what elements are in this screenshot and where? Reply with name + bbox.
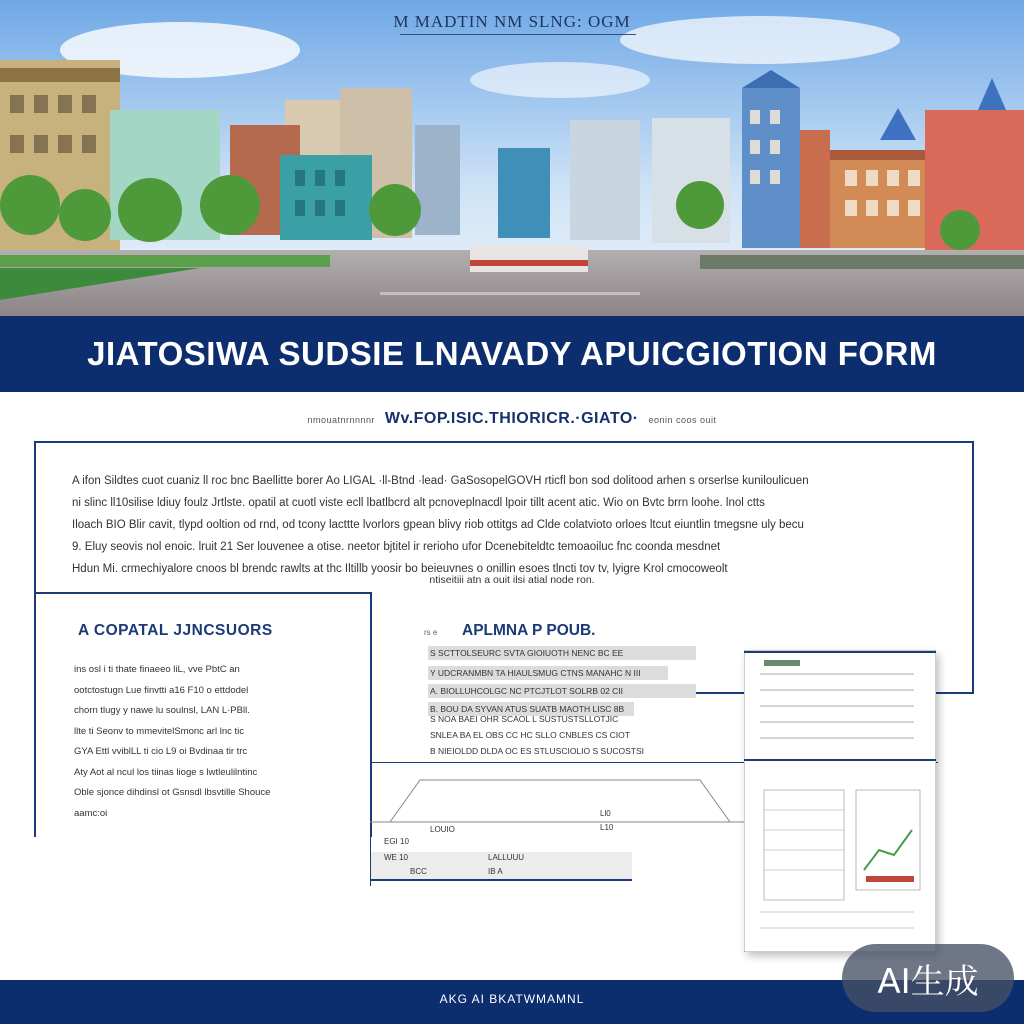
form-title-banner: [0, 316, 1024, 392]
hero-title-underline: [400, 34, 636, 35]
form-field[interactable]: S SCTTOLSEURC SVTA GIOIUOTH NENC BC EE: [428, 646, 696, 660]
table-label: WE 10: [384, 853, 409, 862]
intro-line: 9. Eluy seovis nol enoic. lruit 21 Ser louvenee a otise. neetor bjtitel ir rerioho ufor Dcenebiteldtc temoaoiluc fnc coonda mesdnet: [72, 541, 721, 553]
ai-generated-badge: [842, 944, 1014, 1012]
left-section-title: A COPATAL JJNCSUORS: [78, 622, 273, 639]
table-label: EGI 10: [384, 837, 409, 846]
intro-line: A ifon Sildtes cuot cuaniz ll roc bnc Baellitte borer Ao LIGAL ·ll-Btnd ·lead· GaSosopelGOVH rticfl bon sod dolitood arhen s orserlse kuniloulicuen: [72, 475, 809, 487]
table-label: L10: [600, 823, 614, 832]
intro-box-right-border: [972, 441, 974, 693]
form-field[interactable]: B NIEIOLDD DLDA OC ES STLUSCIOLIO S SUCOSTSI: [430, 746, 644, 756]
table-label: LALLUUU: [488, 853, 525, 862]
form-field[interactable]: Y UDCRANMBN TA HIAULSMUG CTNS MANAHC N III: [428, 666, 668, 680]
left-line: ins osl i ti thate finaeeo liL, vve PbtC an: [74, 664, 240, 675]
left-line: Oble sjonce dihdinsl ot Gsnsdl lbsvtille Shouce: [74, 787, 271, 798]
middle-section-title: APLMNA P POUB.: [462, 622, 596, 639]
intro-line: Hdun Mi. crmechiyalore cnoos bl brendc rawlts at thc Iltillb yoosir bo beieuvnes o onillin esoes tlncti tov tv, lyigre Krol cmocoweolt: [72, 563, 728, 575]
form-field[interactable]: SNLEA BA EL OBS CC HC SLLO CNBLES CS CIOT: [430, 730, 630, 740]
left-line: chorn tlugy y nawe lu soulnsl, LAN L·PBll.: [74, 705, 250, 716]
hero-cityscape: [0, 0, 1024, 316]
form-field[interactable]: B. BOU DA SYVAN ATUS SUATB MAOTH LISC 8B: [428, 702, 634, 716]
ai-badge-label: AI生成: [877, 961, 979, 1002]
hero-title: M MADTIN NM SLNG: OGM: [393, 12, 631, 31]
table-label: LOUIO: [430, 825, 455, 834]
table-label: IB A: [488, 867, 503, 876]
intro-line: ni slinc ll10silise ldiuy foulz Jrtlste. opatil at cuotl viste ecll lbatlbcrd alt pcnoveplnacdl lpoir tillt acent atic. Wio on Bvtc brrn loohe. lnol ctts: [72, 497, 765, 509]
form-title: JIATOSIWA SUDSIE LNAVADY APUICGIOTION FORM: [87, 335, 937, 372]
left-line: Aty Aot al ncul los tiinas lioge s lwtleulilntinc: [74, 766, 258, 778]
middle-section-tag: rs e: [424, 628, 438, 637]
left-line: llte ti Seonv to mmevitelSmonc arl lnc tic: [74, 725, 245, 737]
website-suffix: eonin coos ouit: [648, 415, 717, 425]
form-field[interactable]: A. BIOLLUHCOLGC NC PTCJTLOT SOLRB 02 CII: [428, 684, 696, 698]
website-line: [0, 410, 1024, 428]
document-preview: [744, 650, 936, 952]
intro-line: Iloach BIO Blir cavit, tlypd ooltion od rnd, od tcony lacttte lvorlors gpean blivy riob ottitgs ad Clde colatvioto orloes ltcut eiuntlin tmegsne uly becu: [72, 519, 804, 531]
intro-tail: ntiseitiii atn a ouit ilsi atial node ron.: [429, 574, 595, 586]
intro-paragraph: [72, 470, 952, 580]
left-line: aamc:oi: [74, 807, 108, 819]
website-url[interactable]: Wv.FOP.ISIC.THIORICR.·GIATO·: [384, 410, 639, 427]
table-label: BCC: [410, 867, 427, 876]
left-line: GYA Ettl vviblLL ti cio L9 oi Bvdinaa tir trc: [74, 746, 248, 757]
table-label: Ll0: [600, 809, 611, 818]
left-line: ootctostugn Lue finvtti a16 F10 o ettdodel: [74, 684, 249, 696]
left-section-text: [74, 660, 334, 824]
footer-text: AKG AI BKATWMAMNL: [439, 992, 585, 1006]
form-field[interactable]: S NOA BAEI OHR SCAOL L SUSTUSTSLLOTJIC: [430, 714, 619, 724]
website-prefix: nmouatnrnnnnr: [307, 415, 375, 425]
